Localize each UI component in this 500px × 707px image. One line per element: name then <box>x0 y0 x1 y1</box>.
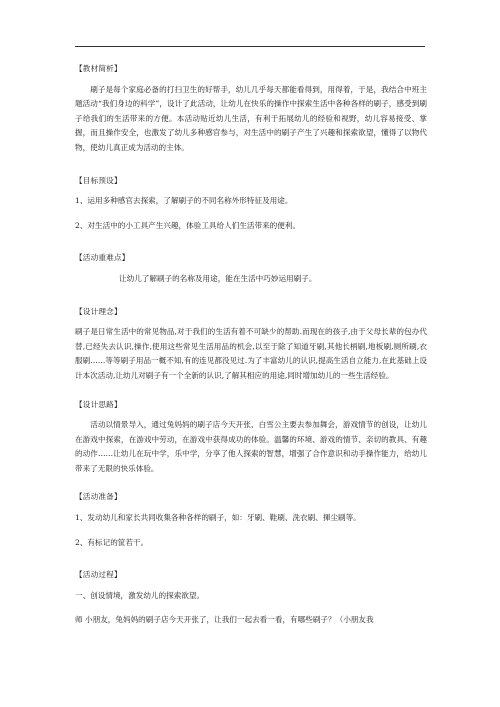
section-heading-concept: 【设计理念】 <box>75 306 122 316</box>
key-points-paragraph: 让幼儿了解刷子的名称及用途，能在生活中巧妙运用刷子。 <box>119 273 317 283</box>
preparation-item-1: 1、发动幼儿和家长共同收集各种各样的刷子，如：牙刷、鞋刷、洗衣刷、揮尘刷等。 <box>75 513 361 523</box>
header-rule <box>75 46 425 47</box>
design-ideas-paragraph: 活动以情景导入，通过兔妈妈的刷子店今天开张、白雪公主要去参加舞会，游戏情节的创设，让幼儿在游戏中探索，在游戏中劳动，在游戏中获得成功的体验。温馨的环境、游戏的情节、亲切的教具、有趣的动作……让幼儿在玩中学，乐中学，分享了他人探索的智慧，增强了合作意识和动手操作能力，给幼儿带来了无限的快乐体验。 <box>75 420 427 473</box>
section-heading-intro: 【教材简析】 <box>75 64 122 73</box>
section-heading-preparation: 【活动准备】 <box>75 492 122 502</box>
process-step-1: 一、创设情境，激发幼儿的探索欲望。 <box>75 590 205 600</box>
document-body <box>75 52 427 628</box>
intro-paragraph: 刷子是每个家庭必备的打扫卫生的好帮手，幼儿几乎每天都能看得到，用得着，于是，我结合中班主题活动“我们身边的科学”，设计了此活动，让幼儿在快乐的操作中探索生活中各种各样的刷子，感受到刷子给我们的生活带来的方便。本活动贴近幼儿生活，有利于拓展幼儿的经验和视野，幼儿容易接受、掌握，而且操作安全，也激发了幼儿多种感官参与，对生活中的刷子产生了兴趣和探索欲望，懂得了以物代物，使幼儿真正成为活动的主体。 <box>75 84 427 152</box>
concept-paragraph: 刷子是日常生活中的常见物品,对于我们的生活有着不可缺少的帮助.而现在的孩子,由于父母长辈的包办代替,已经失去认识,操作,使用这些常见生活用品的机会,以至于除了知道牙刷,其他长柄刷,地板刷,厕所刷,衣服刷……等等刷子用品一概不知,有的连见都没见过.为了丰富幼儿的认识,提高生活自立能力,在此基础上设计本次活动,让幼儿对刷子有一个全新的认识,了解其相应的用途,同时增加幼儿的一些生活经验。 <box>75 327 427 380</box>
goal-item-2: 2、对生活中的小工具产生兴趣，体验工具给人们生活带来的便利。 <box>75 220 301 230</box>
section-heading-key-points: 【活动重难点】 <box>75 253 130 263</box>
preparation-item-2: 2、有标记的筐若干。 <box>75 537 149 547</box>
section-heading-design-ideas: 【设计思路】 <box>75 399 122 409</box>
process-dialogue: 师 小朋友，兔妈妈的刷子店今天开张了，让我们一起去看一看，有哪些刷子？（小朋友我 <box>75 615 374 625</box>
section-heading-process: 【活动过程】 <box>75 570 122 580</box>
goal-item-1: 1、运用多种感官去探索，了解刷子的不同名称外形特征及用途。 <box>75 196 293 206</box>
section-heading-goals: 【目标预设】 <box>75 175 122 185</box>
